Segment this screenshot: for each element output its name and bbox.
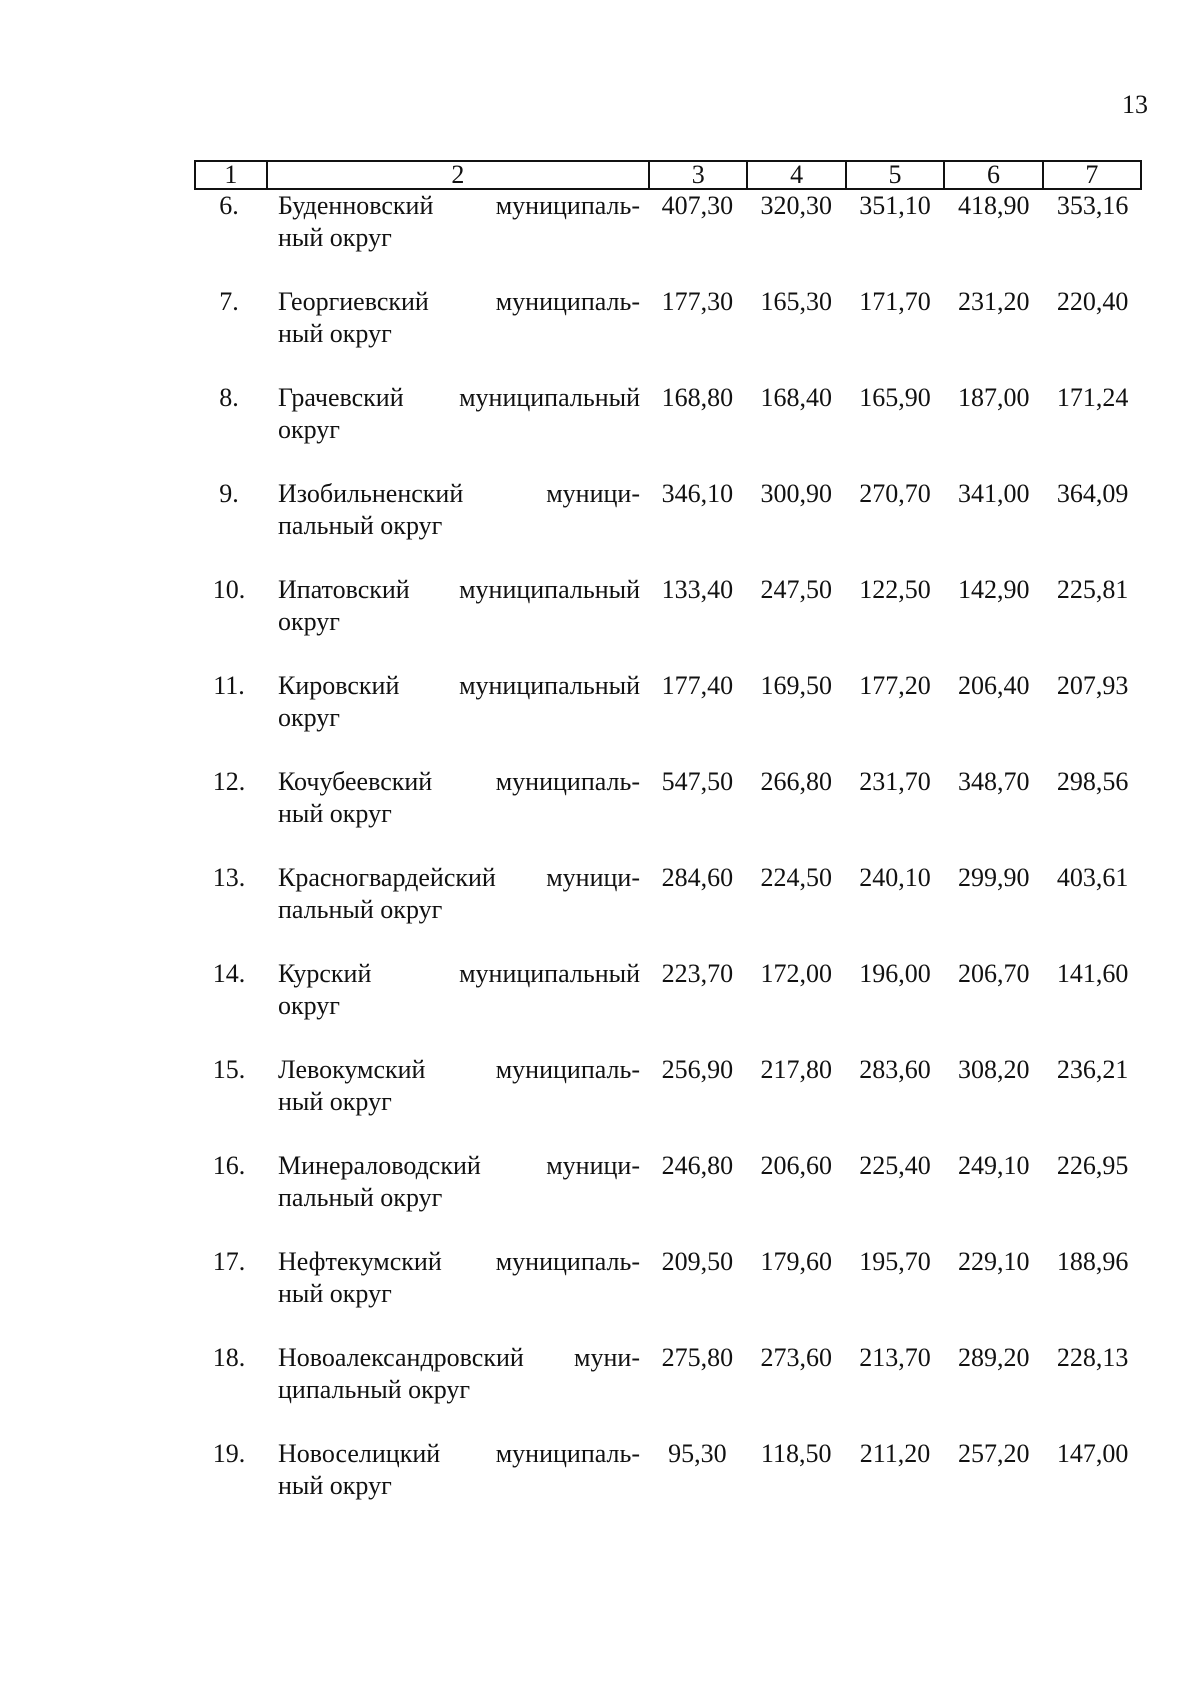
value-cell: 283,60 [859,1055,931,1084]
row-number: 10. [212,575,246,604]
district-name-line: Кочубеевский муниципаль- [278,767,640,796]
value-cell: 147,00 [1056,1439,1129,1468]
value-cell: 407,30 [661,191,734,220]
row-number: 17. [212,1247,246,1276]
value-cell: 171,24 [1056,383,1129,412]
value-cell: 226,95 [1056,1151,1129,1180]
value-cell: 165,90 [859,383,931,412]
table-row [194,478,1142,574]
value-cell: 231,20 [958,287,1030,316]
value-cell: 308,20 [958,1055,1030,1084]
district-name-line: Кировский муниципальный [278,671,640,700]
table-row [194,286,1142,382]
district-name-line: округ [278,607,340,636]
column-header: 6 [943,162,1041,188]
value-cell: 247,50 [760,575,832,604]
value-cell: 196,00 [859,959,931,988]
data-table [194,160,1142,1534]
value-cell: 118,50 [760,1439,832,1468]
district-name-line: Буденновский муниципаль- [278,191,640,220]
value-cell: 256,90 [661,1055,734,1084]
district-name-line: ный округ [278,1471,392,1500]
value-cell: 213,70 [859,1343,931,1372]
district-name [264,766,648,862]
value-cell: 240,10 [859,863,931,892]
table-row [194,1438,1142,1534]
district-name [264,862,648,958]
district-name-line: Изобильненский муници- [278,479,640,508]
value-cell: 249,10 [958,1151,1030,1180]
district-name [264,1150,648,1246]
table-row [194,1054,1142,1150]
district-name [264,958,648,1054]
district-name-line: Георгиевский муниципаль- [278,287,640,316]
column-header: 3 [648,162,746,188]
value-cell: 289,20 [958,1343,1030,1372]
district-name [264,670,648,766]
value-cell: 351,10 [859,191,931,220]
value-cell: 270,70 [859,479,931,508]
value-cell: 168,40 [760,383,832,412]
value-cell: 168,80 [661,383,734,412]
value-cell: 188,96 [1056,1247,1129,1276]
value-cell: 217,80 [760,1055,832,1084]
district-name [264,574,648,670]
value-cell: 346,10 [661,479,734,508]
row-number: 13. [212,863,246,892]
district-name-line: Красногвардейский муници- [278,863,640,892]
value-cell: 353,16 [1056,191,1129,220]
district-name-line: округ [278,991,340,1020]
value-cell: 341,00 [958,479,1030,508]
value-cell: 298,56 [1056,767,1129,796]
district-name-line: Нефтекумский муниципаль- [278,1247,640,1276]
column-header: 2 [266,162,648,188]
value-cell: 172,00 [760,959,832,988]
district-name-line: ный округ [278,319,392,348]
value-cell: 220,40 [1056,287,1129,316]
district-name [264,382,648,478]
value-cell: 547,50 [661,767,734,796]
district-name [264,1438,648,1534]
district-name-line: Курский муниципальный [278,959,640,988]
row-number: 11. [213,671,245,700]
value-cell: 231,70 [859,767,931,796]
value-cell: 273,60 [760,1343,832,1372]
district-name-line: Ипатовский муниципальный [278,575,640,604]
district-name-line: ципальный округ [278,1375,471,1404]
value-cell: 246,80 [661,1151,734,1180]
district-name [264,286,648,382]
table-row [194,670,1142,766]
district-name [264,1342,648,1438]
value-cell: 320,30 [760,191,832,220]
row-number: 9. [219,479,239,508]
value-cell: 177,30 [661,287,734,316]
value-cell: 206,70 [958,959,1030,988]
value-cell: 206,60 [760,1151,832,1180]
value-cell: 236,21 [1056,1055,1129,1084]
row-number: 8. [219,383,239,412]
value-cell: 95,30 [668,1439,727,1468]
value-cell: 179,60 [760,1247,832,1276]
row-number: 7. [219,287,239,316]
value-cell: 141,60 [1056,959,1129,988]
value-cell: 142,90 [958,575,1030,604]
district-name [264,190,648,286]
district-name-line: ный округ [278,223,392,252]
district-name-line: пальный округ [278,1183,443,1212]
column-header: 5 [845,162,943,188]
table-header-row [194,160,1142,190]
row-number: 16. [212,1151,246,1180]
value-cell: 177,20 [859,671,931,700]
value-cell: 122,50 [859,575,931,604]
table-row [194,382,1142,478]
row-number: 14. [212,959,246,988]
value-cell: 171,70 [859,287,931,316]
table-row [194,862,1142,958]
district-name-line: округ [278,415,340,444]
value-cell: 284,60 [661,863,734,892]
value-cell: 299,90 [958,863,1030,892]
district-name-line: Грачевский муниципальный [278,383,640,412]
table-row [194,574,1142,670]
value-cell: 207,93 [1056,671,1129,700]
value-cell: 229,10 [958,1247,1030,1276]
value-cell: 133,40 [661,575,734,604]
value-cell: 211,20 [859,1439,931,1468]
column-header: 4 [746,162,844,188]
value-cell: 224,50 [760,863,832,892]
district-name [264,1246,648,1342]
value-cell: 300,90 [760,479,832,508]
value-cell: 257,20 [958,1439,1030,1468]
district-name-line: пальный округ [278,895,443,924]
value-cell: 364,09 [1056,479,1129,508]
row-number: 19. [212,1439,246,1468]
district-name-line: ный округ [278,1279,392,1308]
value-cell: 403,61 [1056,863,1129,892]
table-row [194,1342,1142,1438]
row-number: 6. [219,191,239,220]
district-name-line: Минераловодский муници- [278,1151,640,1180]
value-cell: 266,80 [760,767,832,796]
value-cell: 418,90 [958,191,1030,220]
district-name-line: Новоалександровский муни- [278,1343,640,1372]
value-cell: 206,40 [958,671,1030,700]
district-name-line: Левокумский муниципаль- [278,1055,640,1084]
district-name [264,1054,648,1150]
table-row [194,1246,1142,1342]
page-number: 13 [1122,90,1148,119]
value-cell: 209,50 [661,1247,734,1276]
district-name [264,478,648,574]
district-name-line: Новоселицкий муниципаль- [278,1439,640,1468]
district-name-line: округ [278,703,340,732]
table-row [194,1150,1142,1246]
column-header: 1 [224,160,238,189]
value-cell: 177,40 [661,671,734,700]
table-row [194,958,1142,1054]
value-cell: 275,80 [661,1343,734,1372]
value-cell: 165,30 [760,287,832,316]
table-row [194,190,1142,286]
district-name-line: ный округ [278,799,392,828]
column-header: 7 [1042,162,1140,188]
row-number: 18. [212,1343,246,1372]
value-cell: 225,81 [1056,575,1129,604]
value-cell: 187,00 [958,383,1030,412]
table-row [194,766,1142,862]
value-cell: 223,70 [661,959,734,988]
value-cell: 169,50 [760,671,832,700]
district-name-line: пальный округ [278,511,443,540]
value-cell: 195,70 [859,1247,931,1276]
value-cell: 225,40 [859,1151,931,1180]
value-cell: 228,13 [1056,1343,1129,1372]
value-cell: 348,70 [958,767,1030,796]
table-body [194,190,1142,1534]
row-number: 12. [212,767,246,796]
district-name-line: ный округ [278,1087,392,1116]
row-number: 15. [212,1055,246,1084]
